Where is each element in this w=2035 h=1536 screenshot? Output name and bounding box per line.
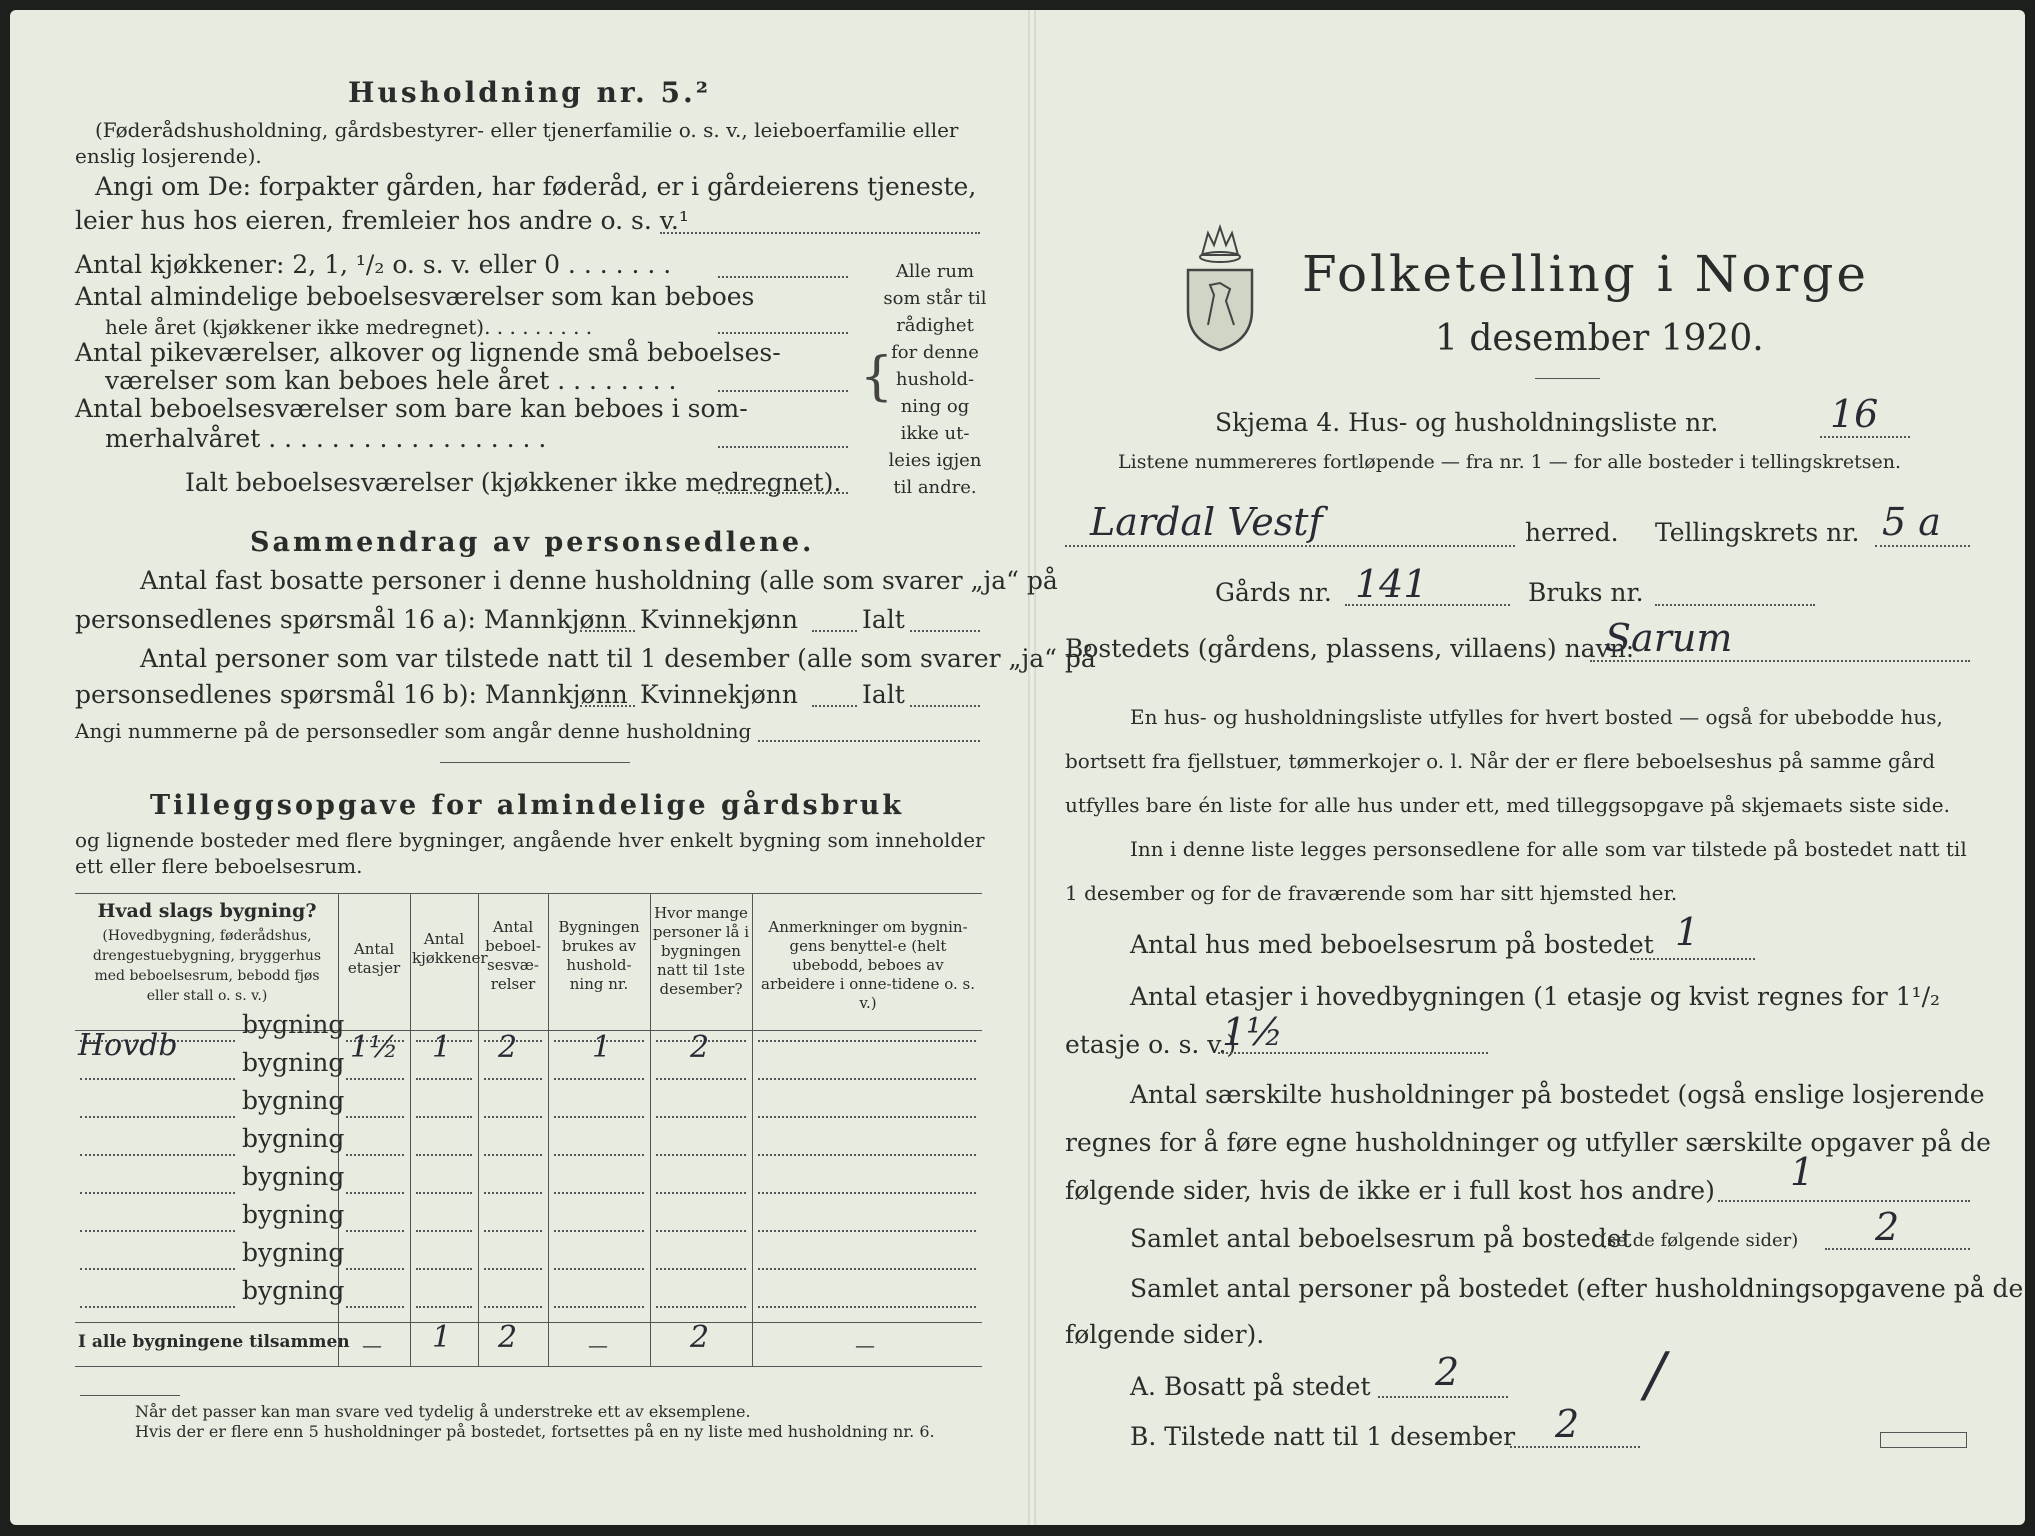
col-rule [410,893,411,1366]
bosted-line [1590,660,1970,662]
bygning-type-line [80,1078,235,1080]
bygning-type-line [80,1192,235,1194]
cell-line [554,1230,644,1232]
q5-label-b: følgende sider). [1065,1320,1265,1349]
col-header-etasjer: Antal etasjer [347,940,401,977]
herred-value: Lardal Vestf [1090,500,1323,544]
cell-line [416,1268,472,1270]
cell-line [416,1230,472,1232]
info-p1: En hus- og husholdningsliste utfylles for hvert bosted — også for ubebodde hus, [1130,705,1943,729]
info-p3: utfylles bare én liste for alle hus under ett, med tilleggsopgave på skjemaets siste side. [1065,793,1950,817]
qa-value: 2 [1435,1350,1460,1394]
col-header-type-note: (Hovedbygning, føderådshus, drengestuebygning, bryggerhus med beboelsesrum, bebodd fjøs eller stall o. s. v.) [92,928,322,1004]
col-header-type: Hvad slags bygning? [97,900,317,922]
gards-value: 141 [1355,562,1428,606]
check-mark: / [1645,1340,1666,1410]
qa-label: A. Bosatt på stedet [1130,1372,1371,1401]
side-note-line: Alle rum [895,261,975,282]
cell-line [484,1154,542,1156]
cell-line [416,1078,472,1080]
q4-label: Samlet antal beboelsesrum på bostedet [1130,1224,1632,1253]
nummerne-answer [758,740,980,742]
cell-line [484,1230,542,1232]
krets-label: Tellingskrets nr. [1655,518,1860,547]
summary-line-2a: Antal personer som var tilstede natt til 1 desember (alle som svarer „ja“ på [140,644,1096,673]
q2-label-b: etasje o. s. v.) [1065,1030,1237,1059]
row1-rom: 2 [498,1030,518,1065]
bygning-label: bygning [242,1010,345,1039]
cell-line [656,1306,746,1308]
bruks-line [1655,604,1815,606]
footnote-1: Når det passer kan man svare ved tydelig å understreke ett av eksemplene. [135,1402,751,1421]
gards-line [1345,604,1510,606]
skjema-line: Skjema 4. Hus- og husholdningsliste nr. [1215,408,1719,437]
qb-label: B. Tilstede natt til 1 desember [1130,1422,1516,1451]
cell-line [416,1116,472,1118]
angi-line-2: leier hus hos eieren, fremleier hos andre o. s. v.¹ [75,206,689,235]
cell-line [346,1154,404,1156]
row1-type: Hovdb [78,1028,178,1063]
cell-line [758,1078,976,1080]
kvinne-label-1: Kvinnekjønn [640,605,798,634]
summary-line-2b: personsedlenes spørsmål 16 b): Mannkjønn [75,680,628,709]
intro-line-2: enslig losjerende). [75,144,262,168]
bygning-label: bygning [242,1238,345,1267]
info-p2: bortsett fra fjellstuer, tømmerkojer o. l. Når der er flere beboelseshus på samme gård [1065,749,1936,773]
cell-line [484,1078,542,1080]
rooms-ordinary-2: hele året (kjøkkener ikke medregnet). . . . . . . . . [105,315,593,339]
bygning-type-line [80,1154,235,1156]
angi-answer-line [660,232,980,234]
cell-line [554,1116,644,1118]
census-date: 1 desember 1920. [1435,318,1764,359]
ialt-label-1: Ialt [862,605,905,634]
bygning-label: bygning [242,1162,345,1191]
q1-value: 1 [1675,910,1700,954]
q4-value: 2 [1875,1205,1900,1249]
divider [440,762,630,763]
bygning-type-line [80,1306,235,1308]
cell-line [758,1116,976,1118]
col-rule [650,893,651,1366]
total-rom: 2 [498,1320,518,1355]
q1-line [1630,958,1755,960]
side-note-line: rådighet [896,315,974,336]
cell-line [484,1306,542,1308]
bygning-type-line [80,1268,235,1270]
cell-line [554,1268,644,1270]
total-personer: 2 [690,1320,710,1355]
side-note-line: for denne [891,342,979,363]
info-p5: 1 desember og for de fraværende som har sitt hjemsted her. [1065,881,1678,905]
kitchens-answer [718,276,848,278]
brace: { [860,347,894,407]
qa-line [1378,1396,1508,1398]
cell-line [346,1268,404,1270]
tillegg-line-2: ett eller flere beboelsesrum. [75,854,363,878]
ordinary-answer [718,332,848,334]
q3-label-b: regnes for å føre egne husholdninger og utfyller særskilte opgaver på de [1065,1128,1991,1157]
maid-answer [718,390,848,392]
q2-line [1218,1052,1488,1054]
cell-line [758,1154,976,1156]
q1-label: Antal hus med beboelsesrum på bostedet [1130,930,1654,959]
angi-line-1: Angi om De: forpakter gården, har føderåd, er i gårdeierens tjeneste, [95,172,977,201]
side-note-line: til andre. [893,477,977,498]
page-fold [1028,10,1036,1525]
angi-nummerne: Angi nummerne på de personsedler som angår denne husholdning [75,719,752,743]
cell-line [758,1268,976,1270]
bruks-label: Bruks nr. [1528,578,1644,607]
tillegg-title: Tilleggsopgave for almindelige gårdsbruk [150,790,905,821]
cell-line [346,1230,404,1232]
cell-line [554,1192,644,1194]
cell-line [416,1192,472,1194]
footnote-rule [80,1395,180,1396]
cell-line [554,1078,644,1080]
q3-label-c: følgende sider, hvis de ikke er i full kost hos andre) [1065,1176,1715,1205]
summer-answer [718,446,848,448]
side-note-line: leies igjen [888,450,982,471]
kvinne-1-answer [812,630,857,632]
info-p4: Inn i denne liste legges personsedlene for alle som var tilstede på bostedet natt til [1130,837,1967,861]
ialt-2-answer [910,705,980,707]
cell-line [656,1268,746,1270]
col-rule [752,893,753,1366]
mann-1-answer [580,630,635,632]
total-etasjer: — [362,1333,382,1357]
side-note-line: ikke ut- [900,423,970,444]
col-header-husholdning: Bygningen brukes av hushold-ning nr. [558,918,640,993]
q5-label-a: Samlet antal personer på bostedet (efter husholdningsopgavene på de [1130,1274,2024,1303]
krets-line [1875,545,1970,547]
cell-line [758,1192,976,1194]
summary-line-1b: personsedlenes spørsmål 16 a): Mannkjønn [75,605,627,634]
bygning-label: bygning [242,1086,345,1115]
title-rule [1535,378,1600,379]
col-header-anmerkninger: Anmerkninger om bygnin-gens benyttel-e (helt ubebodd, beboes av arbeidere i onne-tidene o. s. v.) [761,918,975,1012]
cell-line [484,1116,542,1118]
cell-line [346,1078,404,1080]
rooms-maid-2: værelser som kan beboes hele året . . . . . . . . [105,366,677,395]
row1-nr: 1 [592,1030,612,1065]
bosted-value: Sarum [1605,616,1733,660]
table-bottom-rule [75,1366,982,1367]
skjema-nr: 16 [1830,392,1879,436]
qb-value: 2 [1555,1402,1580,1446]
skjema-nr-line [1820,436,1910,438]
total-nr: — [588,1333,608,1357]
q4-line [1825,1248,1970,1250]
gards-label: Gårds nr. [1215,578,1332,607]
q4-note: (se de følgende sider) [1600,1230,1799,1251]
printer-stamp [1880,1432,1967,1448]
coat-of-arms-icon [1180,215,1260,355]
ialt-rooms: Ialt beboelsesværelser (kjøkkener ikke medregnet). [185,468,842,497]
cell-line [656,1116,746,1118]
bygning-label: bygning [242,1124,345,1153]
footnote-2: Hvis der er flere enn 5 husholdninger på bostedet, fortsettes på en ny liste med husholdning nr. 6. [135,1422,935,1441]
table-header-rule [75,1030,982,1031]
herred-line [1065,545,1515,547]
total-label: I alle bygningene tilsammen [78,1332,350,1352]
summary-line-1a: Antal fast bosatte personer i denne husholdning (alle som svarer „ja“ på [140,566,1058,595]
cell-line [656,1192,746,1194]
cell-line [346,1116,404,1118]
table-total-rule [75,1322,982,1323]
bygning-type-line [80,1116,235,1118]
bygning-label: bygning [242,1048,345,1077]
q2-label-a: Antal etasjer i hovedbygningen (1 etasje og kvist regnes for 1¹/₂ [1130,982,1941,1011]
cell-line [656,1154,746,1156]
total-anm: — [855,1333,875,1357]
household-title: Husholdning nr. 5.² [348,76,712,109]
bygning-label: bygning [242,1276,345,1305]
summary-title: Sammendrag av personsedlene. [250,527,815,558]
census-title: Folketelling i Norge [1302,245,1869,303]
cell-line [416,1154,472,1156]
cell-line [416,1306,472,1308]
q3-label-a: Antal særskilte husholdninger på bostedet (også enslige losjerende [1130,1080,1985,1109]
side-note-line: som står til [883,288,987,309]
cell-line [484,1268,542,1270]
row1-personer: 2 [690,1030,710,1065]
cell-line [554,1306,644,1308]
cell-line [656,1078,746,1080]
side-note-line: ning og [900,396,970,417]
row1-kjokken: 1 [432,1030,452,1065]
rooms-maid: Antal pikeværelser, alkover og lignende små beboelses- [75,338,781,367]
ialt-label-2: Ialt [862,680,905,709]
cell-line [346,1306,404,1308]
q3-value: 1 [1790,1150,1815,1194]
rooms-ordinary: Antal almindelige beboelsesværelser som kan beboes [75,282,755,311]
kvinne-2-answer [812,705,857,707]
col-header-rom: Antal beboel-sesvæ-relser [485,918,541,993]
col-header-kjokkener: Antal kjøkkener [412,930,488,967]
side-note [880,258,990,501]
cell-line [758,1230,976,1232]
total-kjokken: 1 [432,1320,452,1355]
cell-line [656,1230,746,1232]
rooms-summer: Antal beboelsesværelser som bare kan beboes i som- [75,394,748,423]
listene-note: Listene nummereres fortløpende — fra nr. 1 — for alle bosteder i tellingskretsen. [1118,451,1902,473]
bosted-label: Bostedets (gårdens, plassens, villaens) navn: [1065,634,1635,663]
rooms-kitchens: Antal kjøkkener: 2, 1, ¹/₂ o. s. v. eller 0 . . . . . . . [75,250,672,279]
ialt-rooms-answer [718,492,848,494]
ialt-1-answer [910,630,980,632]
table-top-rule [75,893,982,894]
side-note-line: hushold- [895,369,975,390]
col-header-personer: Hvor mange personer lå i bygningen natt til 1ste desember? [652,904,750,998]
cell-line [346,1192,404,1194]
qb-line [1510,1446,1640,1448]
mann-2-answer [580,705,635,707]
cell-line [484,1192,542,1194]
bygning-label: bygning [242,1200,345,1229]
cell-line [758,1306,976,1308]
rooms-summer-2: merhalvåret . . . . . . . . . . . . . . . . . . [105,424,547,453]
q3-line [1718,1200,1970,1202]
row1-etasjer: 1½ [350,1030,399,1065]
herred-label: herred. [1525,518,1619,547]
q2-value: 1½ [1222,1010,1284,1054]
cell-line [758,1040,976,1042]
intro-line-1: (Føderådshusholdning, gårdsbestyrer- eller tjenerfamilie o. s. v., leieboerfamilie eller [95,118,959,142]
krets-value: 5 a [1882,500,1941,544]
cell-line [554,1154,644,1156]
bygning-type-line [80,1230,235,1232]
kvinne-label-2: Kvinnekjønn [640,680,798,709]
tillegg-line-1: og lignende bosteder med flere bygninger, angående hver enkelt bygning som inneholder [75,828,985,852]
col-rule [548,893,549,1366]
